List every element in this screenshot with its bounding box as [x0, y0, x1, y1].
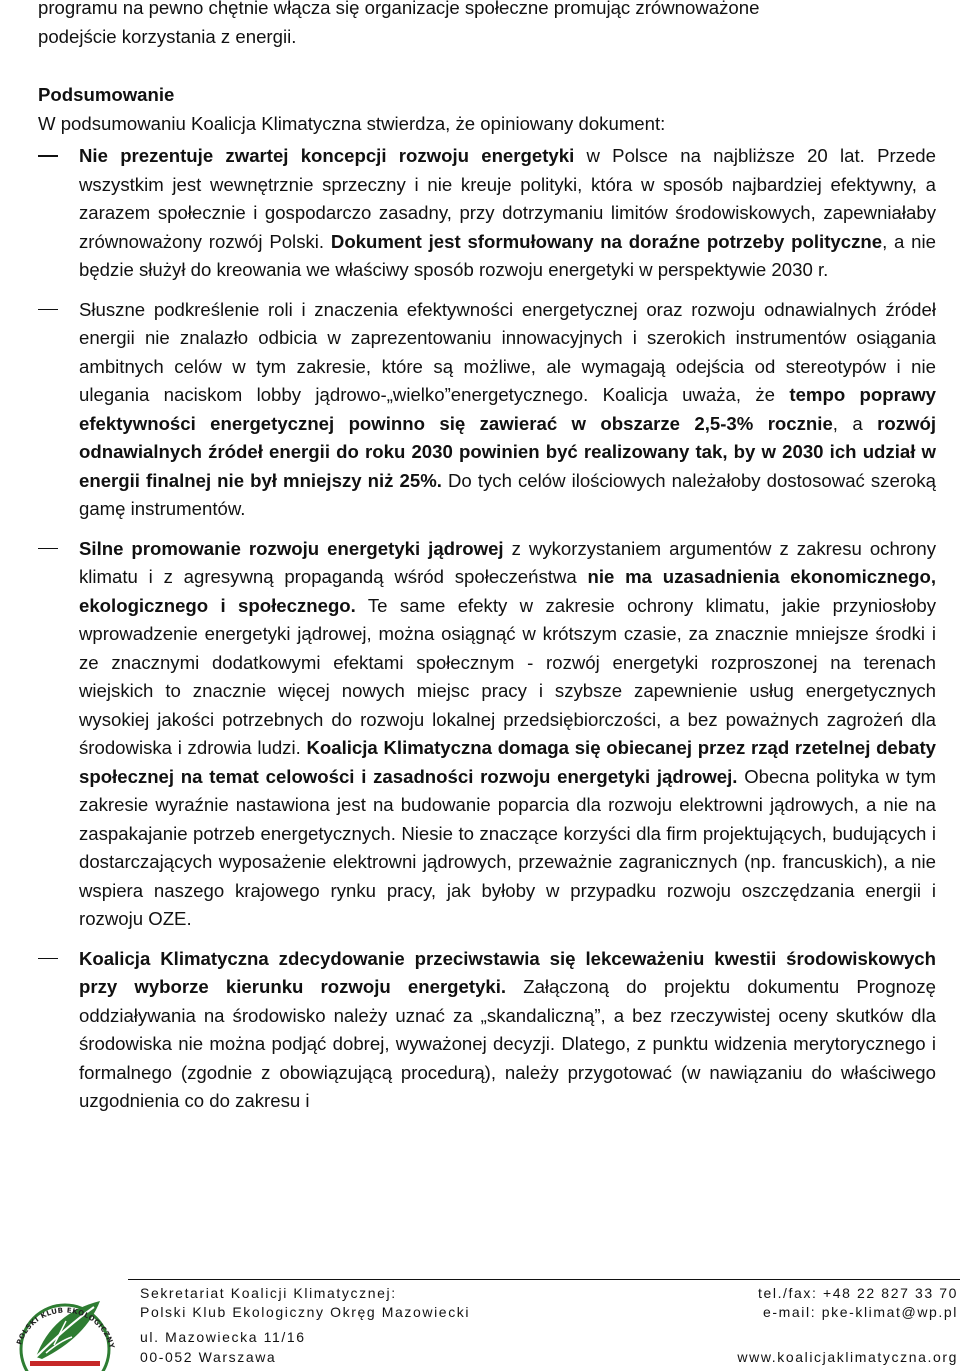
footer-divider: [128, 1279, 960, 1280]
bold-phrase: Koalicja Klimatyczna domaga się obiecanej przez rząd rzetelnej debaty społecznej na temat celowości i zasadności rozwoju energetyki jądrowej.: [79, 737, 937, 787]
bold-phrase: tempo poprawy efektywności energetycznej powinno się zawierać w obszarze 2,5-3% rocznie: [79, 384, 936, 434]
summary-lead: W podsumowaniu Koalicja Klimatyczna stwierdza, że opiniowany dokument:: [38, 112, 666, 134]
bold-phrase: Nie prezentuje zwartej koncepcji rozwoju energetyki: [79, 145, 575, 166]
text-run: Słuszne podkreślenie roli i znaczenia efektywności energetycznej oraz rozwoju odnawialnych źródeł energii nie znalazło odbicia w zaprezentowaniu innowacyjnych i szerokich instrumentów osiągania ambitnych celów w tym zakresie, które są możliwe, ale wymagają odejścia od stereotypów i nie ulegania naciskom lobby jądrowo-„wielko”energetycznego. Koalicja uważa, że: [79, 298, 936, 405]
intro-line-2: podejście korzystania z energii.: [38, 25, 297, 47]
list-item: [38, 535, 936, 934]
footer-city: 00-052 Warszawa: [140, 1349, 277, 1365]
bold-phrase: Koalicja Klimatyczna zdecydowanie przeciwstawia się lekceważeniu kwestii środowiskowych przy wyborze kierunku rozwoju energetyki.: [79, 947, 936, 997]
list-item-text: [79, 296, 936, 524]
bold-phrase: Dokument jest sformułowany na doraźne potrzeby polityczne: [330, 230, 883, 252]
intro-line-1: programu na pewno chętnie włącza się organizacje społeczne promując zrównoważone: [38, 0, 760, 18]
dash-bullet: [38, 309, 58, 311]
list-item: [38, 142, 936, 285]
page-footer: [0, 1279, 960, 1371]
text-run: , a nie będzie służył do kreowania we właściwy sposób rozwoju energetyki w perspektywie 2030 r.: [79, 230, 936, 280]
dash-bullet: [38, 548, 58, 550]
footer-phone: tel./fax: +48 22 827 33 70: [757, 1285, 958, 1301]
section-heading: Podsumowanie: [38, 84, 175, 105]
footer-street: ul. Mazowiecka 11/16: [140, 1329, 306, 1345]
text-run: Te same efekty w zakresie ochrony klimatu, jakie przyniosłoby wprowadzenie energetyki jądrowej, można osiągnąć w krótszym czasie, za znacznie mniejsze środki i ze znacznymi dodatkowymi efektami społecznym - rozwój energetyki rozproszonej na terenach wiejskich to znacznie więcej nowych miejsc pracy i szybsze zapewnienie usług energetycznych wysokiej jakości potrzebnych do rozwoju lokalnej przedsiębiorczości, a bez poważnych zagrożeń dla środowiska i zdrowia ludzi.: [79, 594, 936, 758]
bold-phrase: rozwój odnawialnych źródeł energii do roku 2030 powinien być realizowany tak, by w 2030 ich udział w energii finalnej nie był mniejszy niż 25%.: [79, 412, 936, 491]
footer-email[interactable]: e-mail: pke-klimat@wp.pl: [763, 1304, 958, 1320]
text-run: Obecna polityka w tym zakresie wyraźnie nastawiona jest na budowanie poparcia dla rozwoju elektrowni jądrowych, a nie na zaspakajanie potrzeb energetycznych. Niesie to znaczące korzyści dla firm projektujących, budujących i dostarczających wyposażenie elektrowni jądrowych, przeważnie zagranicznych (np. francuskich), a nie wspiera naszego krajowego rynku pracy, jak byłoby w przypadku rozwoju oszczędzania energii i rozwoju OZE.: [79, 765, 936, 929]
footer-website-link[interactable]: www.koalicjaklimatyczna.org: [737, 1349, 958, 1365]
footer-secretariat: Sekretariat Koalicji Klimatycznej:: [140, 1285, 397, 1301]
list-item-text: [79, 142, 936, 285]
bold-phrase: Silne promowanie rozwoju energetyki jądrowej: [79, 537, 504, 559]
pke-logo-icon: [6, 1279, 124, 1371]
intro-paragraph: [38, 0, 936, 51]
text-run: Załączoną do projektu dokumentu Prognozę oddziaływania na środowisko należy uznać za „skandaliczną”, a bez rzeczywistej oceny skutków dla środowiska nie można podjąć dobrej, wyważonej decyzji. Dlatego, z punktu widzenia merytorycznego i formalnego (zgodnie z obowiązującą procedurą), należy przygotować (w nawiązaniu do właściwego uzgodnienia co do zakresu i: [79, 976, 936, 1111]
text-run: w Polsce na najbliższe 20 lat. Przede wszystkim jest wewnętrznie sprzeczny i nie kreuje polityki, która w sposób najbardziej efektywny, a zarazem społecznie i gospodarczo zasadny, przy dotrzymaniu limitów środowiskowych, zapewniałaby zrównoważony rozwój Polski.: [79, 145, 936, 252]
list-item-text: [79, 535, 936, 934]
dash-bullet: [38, 155, 58, 157]
list-item-text: [79, 945, 936, 1116]
dash-bullet: [38, 958, 58, 960]
list-item: [38, 296, 936, 524]
bold-phrase: nie ma uzasadnienia ekonomicznego, ekologicznego i społecznego.: [79, 566, 936, 616]
text-run: z wykorzystaniem argumentów z zakresu ochrony klimatu i z agresywną propagandą wśród społeczeństwa: [79, 537, 936, 587]
logo-text: POLSKI KLUB EKOLOGICZNY: [15, 1306, 116, 1350]
list-item: [38, 945, 936, 1116]
document-body: [38, 0, 936, 1116]
footer-org: Polski Klub Ekologiczny Okręg Mazowiecki: [140, 1304, 471, 1320]
text-run: Do tych celów ilościowych należałoby dostosować szeroką gamę instrumentów.: [79, 469, 937, 519]
text-run: , a: [832, 412, 878, 434]
